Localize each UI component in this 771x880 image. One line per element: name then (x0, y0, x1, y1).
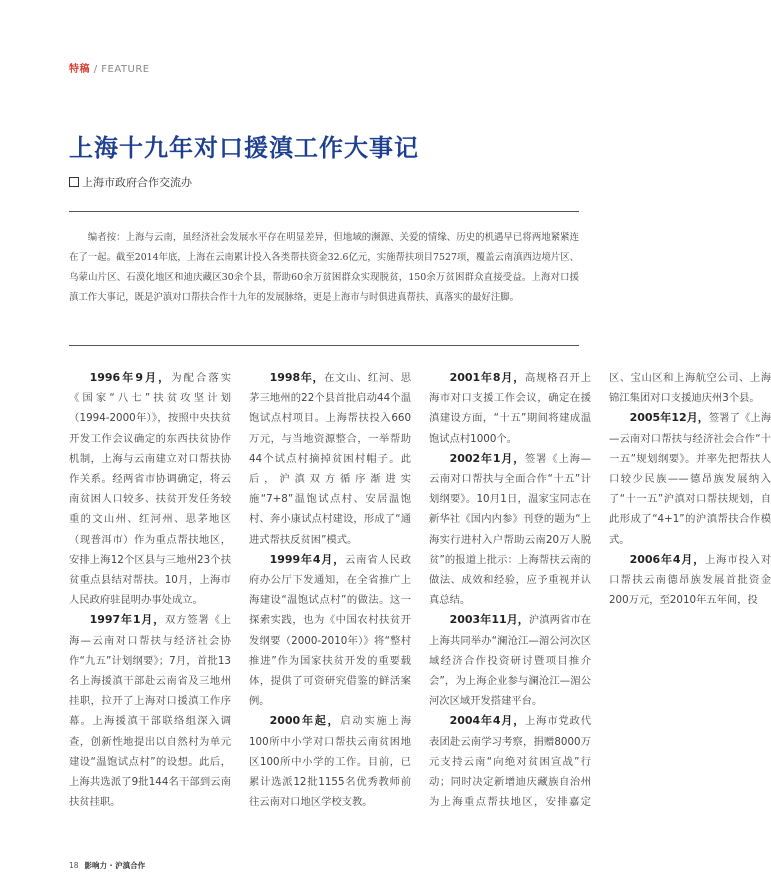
entry-date: 1997年1月， (89, 613, 166, 627)
square-bullet-icon (69, 177, 79, 187)
author-name: 上海市政府合作交流办 (82, 176, 192, 189)
author-line (69, 174, 192, 190)
section-tag (69, 60, 150, 75)
entry-text: 签署了《上海—云南对口帮扶与经济社会合作“十一五”规划纲要》。并率先把帮扶人口较少民族——德昂族发展纳入了“十一五”沪滇对口帮扶规划，自此形成了“4+1”的沪滇帮扶合作模式。 (609, 412, 771, 546)
timeline-entry (249, 368, 411, 550)
section-separator: / (93, 64, 98, 75)
timeline-entry (609, 408, 771, 549)
timeline-entry (69, 368, 231, 610)
entry-date: 2000年起， (269, 714, 341, 728)
editor-note: 编者按：上海与云南，虽经济社会发展水平存在明显差异，但地域的濒源、关爱的情缘、历史的机遇早已将两地紧紧连在了一起。截至2014年底，上海在云南累计投入各类帮扶资金32.6亿元，实施帮扶项目7527项，覆盖云南滇西边境片区、乌蒙山片区、石漠化地区和迪庆藏区30余个县，帮助60余万贫困群众实现脱贫，150余万贫困群众直接受益。上海对口援滇工作大事记，既是沪滇对口帮扶合作十九年的发展脉络，更是上海市与时俱进真帮扶、真落实的最好注脚。 (69, 232, 579, 304)
entry-text: 在文山、红河、思茅三地州的22个县首批启动44个温饱试点村项目。上海帮扶投入660万元，与当地资源整合，一举帮助44个试点村摘掉贫困村帽子。此后，沪滇双方循序渐进实施“7+8”温饱试点村、安居温饱村、奔小康试点村建设，形成了“通进式帮扶反贫困”模式。 (249, 372, 411, 546)
timeline-entry (69, 610, 231, 812)
magazine-name: 影响力 · 沪滇合作 (84, 861, 146, 870)
entry-date: 2005年12月， (629, 411, 709, 425)
section-label-cn: 特稿 (69, 64, 90, 75)
timeline-entry (429, 449, 591, 611)
page-number: 18 (69, 861, 79, 870)
entry-text: 为配合落实《国家“八七”扶贫攻坚计划（1994-2000年）》，按照中央扶贫开发工作会议确定的东西扶贫协作机制，上海与云南建立对口帮扶协作关系。经两省市协调确定，将云南贫困人口较多、扶贫开发任务较重的文山州、红河州、思茅地区（现普洱市）作为重点帮扶地区，安排上海12个区县与三地州23个扶贫重点县结对帮扶。10月，上海市人民政府驻昆明办事处成立。 (69, 372, 231, 607)
article-title: 上海十九年对口援滇工作大事记 (69, 134, 419, 162)
timeline-entry (249, 550, 411, 712)
timeline-entry (429, 610, 591, 711)
entry-text: 高规格召开上海市对口支援工作会议，确定在援滇建设方面，“十五”期间将建成温饱试点村1000个。 (429, 372, 591, 445)
article-body (69, 368, 771, 848)
entry-text: 上海市党政代表团赴云南学习考察，捐赠8000万元支持云南“向绝对贫困宣战”行动；同时决定新增迪庆藏族自治州为上海重点帮扶地区，安排嘉定区、宝山区和上海航空公司、上海锦江集团对口支援迪庆州3个县。 (429, 372, 771, 809)
entry-date: 2001年8月， (449, 371, 526, 384)
entry-text: 签署《上海—云南对口帮扶与全面合作“十五”计划纲要》。10月1日，温家宝同志在新华社《国内内参》刊登的题为“上海实行进村入户帮助云南20万人脱贫”的报道上批示：上海帮扶云南的做法、成效和经验，应予重视并认真总结。 (429, 452, 591, 607)
entry-date: 1998年， (269, 371, 325, 384)
entry-text: 上海市投入对口帮扶云南德昂族发展首批资金200万元，至2010年五年间，投 (609, 553, 771, 607)
timeline-entry (609, 550, 771, 611)
entry-date: 1996年9月， (89, 371, 172, 384)
entry-date: 1999年4月， (269, 552, 346, 566)
entry-text: 启动实施上海100所中小学对口帮扶云南贫困地区100所中小学的工作。目前，已累计选派12批1155名优秀教师前往云南对口地区学校支教。 (249, 715, 411, 809)
entry-date: 2004年4月， (449, 714, 526, 728)
divider-top (69, 211, 579, 212)
entry-text: 云南省人民政府办公厅下发通知，在全省推广上海建设“温饱试点村”的做法。这一探索实践，也为《中国农村扶贫开发纲要（2000-2010年）》将“整村推进”作为国家扶贫开发的重要载体，提供了可资研究借鉴的鲜活案例。 (249, 553, 411, 708)
entry-date: 2003年11月， (449, 613, 529, 627)
entry-text: 沪滇两省市在上海共同举办“澜沧江—湄公河次区域经济合作投资研讨暨项目推介会”，为上海企业参与澜沧江—湄公河次区域开发搭建平台。 (429, 614, 591, 708)
page-footer (69, 860, 145, 871)
section-label-en: FEATURE (101, 64, 150, 75)
entry-date: 2006年4月， (629, 552, 706, 566)
entry-date: 2002年1月， (449, 451, 526, 465)
entry-text: 双方签署《上海—云南对口帮扶与经济社会协作“九五”计划纲要》；7月，首批13名上海援滇干部赴云南省及三地州挂职，拉开了上海对口援滇工作序幕。上海援滇干部联络组深入调查，创新性地提出以自然村为单元建设“温饱试点村”的设想。此后，上海共选派了9批144名干部到云南扶贫挂职。 (69, 614, 231, 809)
timeline-entry (429, 368, 591, 449)
divider-bottom (69, 345, 579, 346)
timeline-entry (249, 711, 411, 812)
